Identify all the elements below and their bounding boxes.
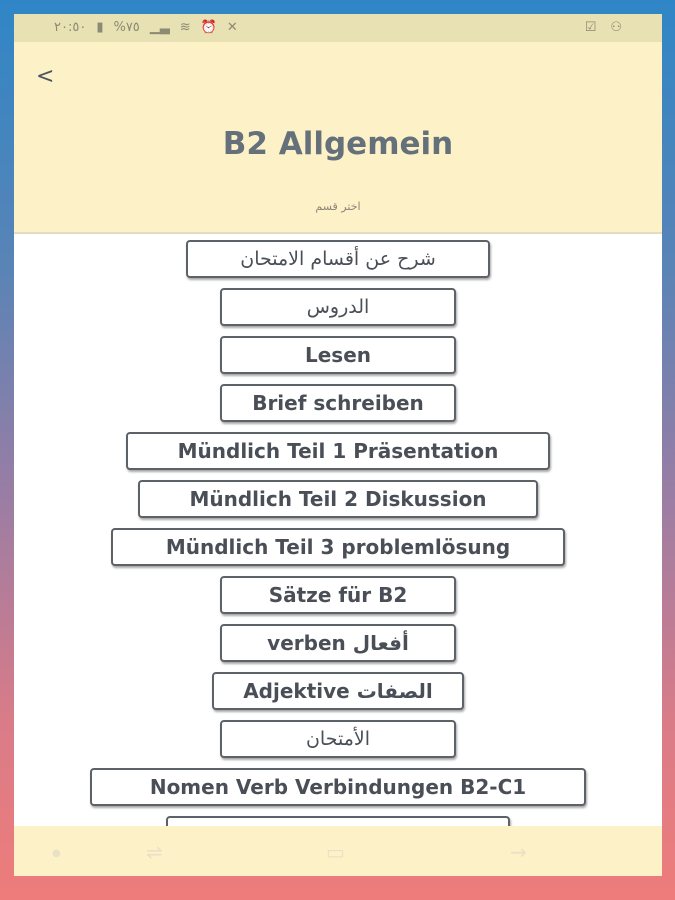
alarm-icon: ⏰: [200, 20, 217, 35]
menu-item-nomen-verb[interactable]: Nomen Verb Verbindungen B2-C1: [90, 768, 586, 806]
status-left: [54, 20, 238, 35]
home-icon[interactable]: ▭: [326, 840, 345, 864]
menu-item-lesen[interactable]: Lesen: [220, 336, 456, 374]
person-notification-icon: ⚇: [610, 20, 622, 35]
menu-item-adjektive[interactable]: Adjektive الصفات: [212, 672, 464, 710]
navigation-bar: [14, 826, 662, 876]
clock: ٢٠:٥٠: [54, 20, 87, 35]
battery-icon: ▮: [96, 20, 104, 35]
menu-item-muendlich-teil-2[interactable]: Mündlich Teil 2 Diskussion: [138, 480, 538, 518]
status-right: [585, 20, 622, 35]
recent-apps-icon[interactable]: ⇌: [146, 840, 163, 864]
menu-item-saetze-b2[interactable]: Sätze für B2: [220, 576, 456, 614]
app-header: [14, 42, 662, 234]
menu-item-exam[interactable]: الأمتحان: [220, 720, 456, 758]
menu-item-muendlich-teil-1[interactable]: Mündlich Teil 1 Präsentation: [126, 432, 550, 470]
menu-item-lessons[interactable]: الدروس: [220, 288, 456, 326]
menu-item-verben[interactable]: verben أفعال: [220, 624, 456, 662]
page-title: B2 Allgemein: [222, 126, 454, 162]
menu-item-muendlich-teil-3[interactable]: Mündlich Teil 3 problemlösung: [111, 528, 565, 566]
phone-screen: [14, 14, 662, 876]
status-bar: [14, 14, 662, 42]
back-nav-icon[interactable]: →: [510, 840, 527, 864]
signal-icon: ▁▃: [149, 20, 170, 35]
wifi-icon: ≋: [179, 20, 191, 35]
menu-item-brief-schreiben[interactable]: Brief schreiben: [220, 384, 456, 422]
dot-icon[interactable]: ●: [52, 848, 61, 859]
section-list[interactable]: [14, 234, 662, 826]
battery-level: %٧٥: [113, 20, 140, 35]
mute-icon: ✕: [226, 20, 238, 35]
checkbox-notification-icon: ☑: [584, 20, 597, 35]
menu-item-exam-explanation[interactable]: شرح عن أقسام الامتحان: [186, 240, 490, 278]
back-arrow-icon[interactable]: <: [36, 64, 55, 89]
page-subtitle: اختر قسم: [315, 200, 361, 213]
